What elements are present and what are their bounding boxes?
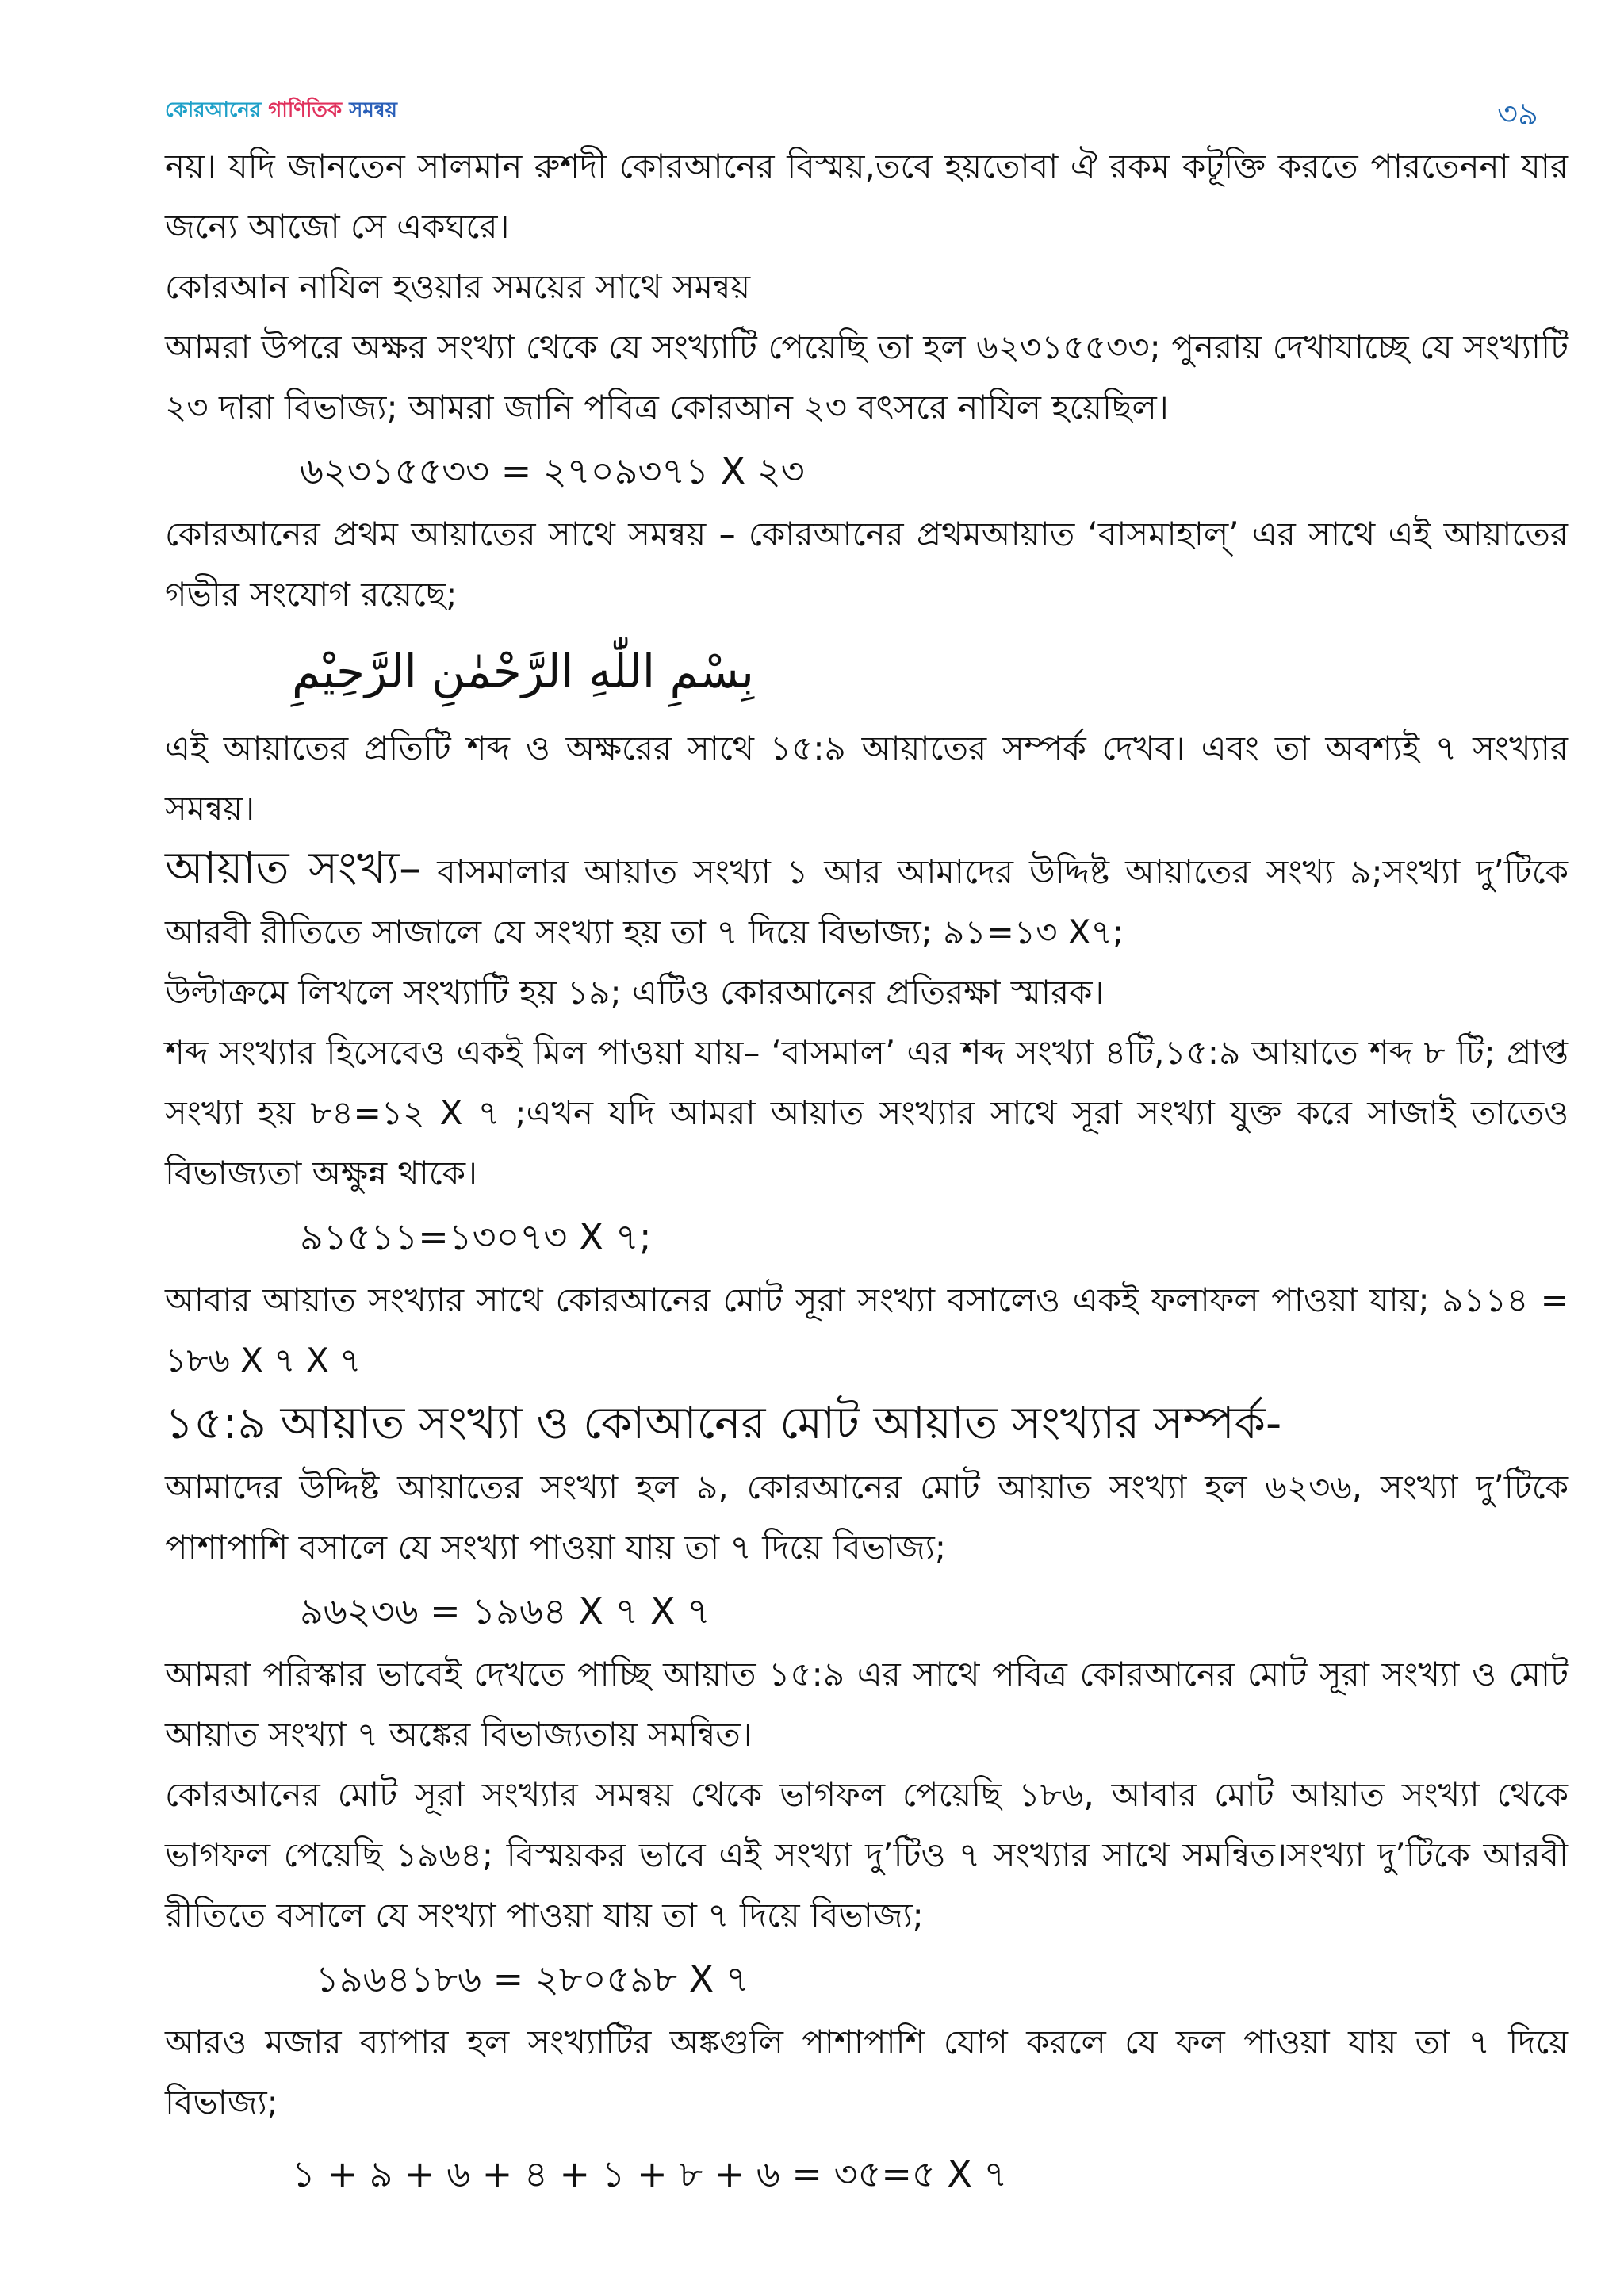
section-heading-large: ১৫:৯ আয়াত সংখ্যা ও কোআনের মোট আয়াত সংখ্যার সম্পর্ক-	[165, 1398, 1282, 1449]
equation: ১ + ৯ + ৬ + ৪ + ১ + ৮ + ৬ = ৩৫=৫ X ৭	[292, 2152, 1008, 2195]
paragraph: কোরআনের মোট সূরা সংখ্যার সমন্বয় থেকে ভাগফল পেয়েছি ১৮৬, আবার মোট আয়াত সংখ্যা থেকে ভাগফল পেয়েছি ১৯৬৪; বিস্ময়কর ভাবে এই সংখ্যা দু’টিও ৭ সংখ্যার সাথে সমন্বিত।সংখ্যা দু’টিকে আরবী রীতিতে বসালে যে সংখ্যা পাওয়া যায় তা ৭ দিয়ে বিভাজ্য;	[165, 1775, 1568, 1934]
equation: ৬২৩১৫৫৩৩ = ২৭০৯৩৭১ X ২৩	[300, 450, 805, 492]
page-body	[165, 136, 1568, 2207]
paragraph	[165, 839, 1568, 962]
equation: ১৯৬৪১৮৬ = ২৮০৫৯৮ X ৭	[316, 1957, 749, 2000]
paragraph-text: বাসমালার আয়াত সংখ্যা ১ আর আমাদের উদ্দিষ্ট আয়াতের সংখ্য ৯;সংখ্যা দু’টিকে আরবী রীতিতে সাজালে যে সংখ্যা হয় তা ৭ দিয়ে বিভাজ্য; ৯১=১৩ X৭;	[165, 852, 1568, 951]
arabic-verse	[165, 625, 1568, 718]
page-number: ৩৯	[1497, 96, 1538, 132]
paragraph: আমরা উপরে অক্ষর সংখ্যা থেকে যে সংখ্যাটি পেয়েছি তা হল ৬২৩১৫৫৩৩; পুনরায় দেখাযাচ্ছে যে সংখ্যাটি ২৩ দারা বিভাজ্য; আমরা জানি পবিত্র কোরআন ২৩ বৎসরে নাযিল হয়েছিল।	[165, 327, 1568, 427]
section-heading: কোরআন নাযিল হওয়ার সময়ের সাথে সমন্বয়	[165, 267, 751, 306]
paragraph: শব্দ সংখ্যার হিসেবেও একই মিল পাওয়া যায়– ‘বাসমাল’ এর শব্দ সংখ্যা ৪টি,১৫:৯ আয়াতে শব্দ ৮ টি; প্রাপ্ত সংখ্যা হয় ৮৪=১২ X ৭ ;এখন যদি আমরা আয়াত সংখ্যার সাথে সূরা সংখ্যা যুক্ত করে সাজাই তাতেও বিভাজ্যতা অক্ষুন্ন থাকে।	[165, 1033, 1568, 1192]
paragraph: আমাদের উদ্দিষ্ট আয়াতের সংখ্যা হল ৯, কোরআনের মোট আয়াত সংখ্যা হল ৬২৩৬, সংখ্যা দু’টিকে পাশাপাশি বসালে যে সংখ্যা পাওয়া যায় তা ৭ দিয়ে বিভাজ্য;	[165, 1468, 1568, 1567]
paragraph-lead: আয়াত সংখ্য–	[165, 843, 422, 894]
paragraph: আমরা পরিস্কার ভাবেই দেখতে পাচ্ছি আয়াত ১৫:৯ এর সাথে পবিত্র কোরআনের মোট সূরা সংখ্যা ও মোট আয়াত সংখ্যা ৭ অঙ্কের বিভাজ্যতায় সমন্বিত।	[165, 1655, 1568, 1754]
running-title	[165, 94, 397, 128]
equation: ৯১৫১১=১৩০৭৩ X ৭;	[300, 1215, 652, 1258]
paragraph: কোরআনের প্রথম আয়াতের সাথে সমন্বয় – কোরআনের প্রথমআয়াত ‘বাসমাহাল্’ এর সাথে এই আয়াতের গভীর সংযোগ রয়েছে;	[165, 515, 1568, 614]
running-title-part-2: গাণিতিক	[268, 98, 343, 122]
page-header	[165, 94, 1538, 135]
running-title-part-3: সমন্বয়	[349, 98, 397, 122]
running-title-part-1: কোরআনের	[165, 98, 262, 122]
arabic-verse-text: بِسْمِ اللّٰهِ الرَّحْمٰنِ الرَّحِيْمِ	[292, 645, 754, 698]
paragraph: উল্টাক্রমে লিখলে সংখ্যাটি হয় ১৯; এটিও কোরআনের প্রতিরক্ষা স্মারক।	[165, 973, 1105, 1012]
paragraph: এই আয়াতের প্রতিটি শব্দ ও অক্ষরের সাথে ১৫:৯ আয়াতের সম্পর্ক দেখব। এবং তা অবশ্যই ৭ সংখ্যার সমন্বয়।	[165, 729, 1568, 828]
paragraph: নয়। যদি জানতেন সালমান রুশদী কোরআনের বিস্ময়,তবে হয়তোবা ঐ রকম কটূক্তি করতে পারতেননা যার জন্যে আজো সে একঘরে।	[165, 147, 1568, 246]
equation: ৯৬২৩৬ = ১৯৬৪ X ৭ X ৭	[300, 1590, 711, 1632]
paragraph: আবার আয়াত সংখ্যার সাথে কোরআনের মোট সূরা সংখ্যা বসালেও একই ফলাফল পাওয়া যায়; ৯১১৪ = ১৮৬ X ৭ X ৭	[165, 1280, 1568, 1380]
paragraph: আরও মজার ব্যাপার হল সংখ্যাটির অঙ্কগুলি পাশাপাশি যোগ করলে যে ফল পাওয়া যায় তা ৭ দিয়ে বিভাজ্য;	[165, 2022, 1568, 2122]
